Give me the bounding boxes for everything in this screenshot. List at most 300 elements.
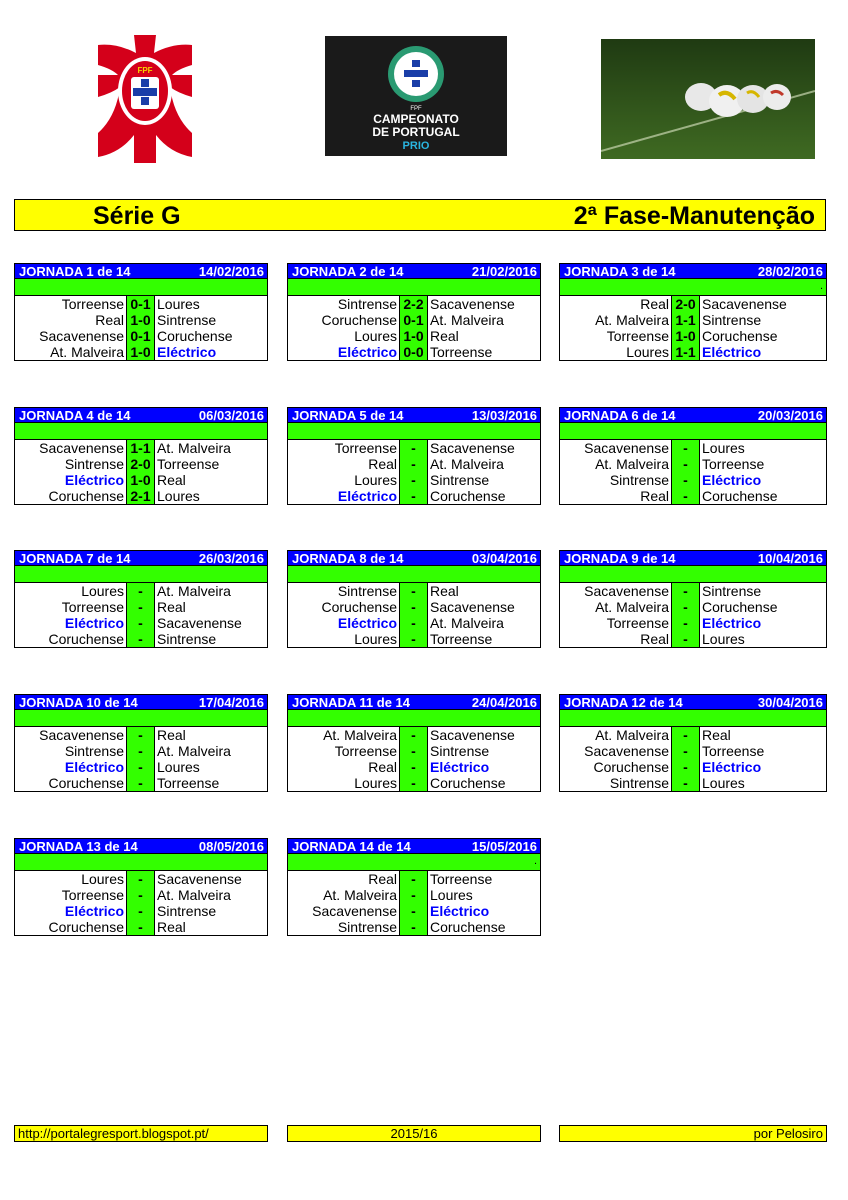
jornada-block: [14, 694, 268, 792]
jornada-green-bar: .: [559, 279, 827, 295]
game-row: [288, 328, 540, 344]
away-team: Coruchense: [430, 488, 506, 504]
home-team: Eléctrico: [288, 344, 400, 360]
jornada-header: [287, 550, 541, 566]
away-team: Eléctrico: [702, 615, 762, 631]
game-row: [288, 472, 540, 488]
away-team: At. Malveira: [430, 456, 504, 472]
home-team: Sacavenense: [15, 440, 127, 456]
home-team: Torreense: [15, 599, 127, 615]
away-team: Eléctrico: [157, 344, 217, 360]
away-team: Torreense: [702, 456, 765, 472]
away-team: Real: [157, 472, 186, 488]
away-team: Sacavenense: [157, 615, 242, 631]
game-row: [560, 472, 826, 488]
jornada-label: JORNADA 5 de 14: [292, 407, 404, 423]
jornada-label: JORNADA 11 de 14: [292, 694, 411, 710]
home-team: Eléctrico: [15, 759, 127, 775]
score: -: [400, 887, 428, 903]
jornada-date: 28/02/2016: [757, 263, 823, 279]
game-row: [15, 599, 267, 615]
score: 2-2: [400, 296, 428, 312]
game-row: [560, 488, 826, 504]
score: 1-0: [672, 328, 700, 344]
jornada-label: JORNADA 10 de 14: [19, 694, 138, 710]
cp-logo-fpf: FPF: [410, 106, 422, 112]
score: -: [400, 759, 428, 775]
games-table: [14, 295, 268, 361]
away-team: Sacavenense: [430, 727, 515, 743]
home-team: At. Malveira: [560, 312, 672, 328]
game-row: [560, 583, 826, 599]
home-team: Sacavenense: [560, 583, 672, 599]
away-team: Torreense: [430, 631, 493, 647]
jornada-label: JORNADA 12 de 14: [564, 694, 683, 710]
away-team: Sintrense: [157, 312, 217, 328]
fpf-crest-logo: [98, 35, 192, 163]
jornada-block: [559, 407, 827, 505]
jornada-label: JORNADA 1 de 14: [19, 263, 131, 279]
home-team: Sintrense: [15, 456, 127, 472]
away-team: At. Malveira: [430, 312, 504, 328]
game-row: [15, 775, 267, 791]
jornada-green-bar: [287, 566, 541, 582]
jornada-header: [14, 838, 268, 854]
score: -: [400, 472, 428, 488]
jornada-block: [559, 550, 827, 648]
score: -: [672, 727, 700, 743]
away-team: At. Malveira: [157, 583, 231, 599]
games-table: [287, 870, 541, 936]
home-team: Coruchense: [15, 775, 127, 791]
game-row: [288, 456, 540, 472]
game-row: [560, 775, 826, 791]
score: -: [400, 919, 428, 935]
home-team: Eléctrico: [288, 488, 400, 504]
campeonato-de-portugal-logo: [325, 36, 507, 156]
game-row: [15, 871, 267, 887]
game-row: [288, 615, 540, 631]
footer-season-text: 2015/16: [390, 1126, 438, 1141]
away-team: Loures: [157, 488, 200, 504]
game-row: [560, 615, 826, 631]
score: 0-0: [400, 344, 428, 360]
home-team: Real: [560, 296, 672, 312]
footballs-photo: [601, 39, 815, 159]
away-team: Real: [157, 599, 186, 615]
home-team: At. Malveira: [288, 727, 400, 743]
home-team: Sintrense: [288, 296, 400, 312]
away-team: Sintrense: [157, 631, 217, 647]
away-team: Coruchense: [702, 328, 778, 344]
score: -: [400, 615, 428, 631]
game-row: [288, 296, 540, 312]
score: -: [127, 631, 155, 647]
jornada-header: [559, 550, 827, 566]
jornada-green-bar: [14, 854, 268, 870]
home-team: Coruchense: [288, 599, 400, 615]
home-team: Sacavenense: [560, 440, 672, 456]
score: 0-1: [127, 328, 155, 344]
home-team: Loures: [288, 328, 400, 344]
score: -: [672, 759, 700, 775]
home-team: Sintrense: [15, 743, 127, 759]
home-team: Sacavenense: [15, 328, 127, 344]
home-team: Eléctrico: [15, 903, 127, 919]
game-row: [15, 328, 267, 344]
game-row: [15, 472, 267, 488]
away-team: Eléctrico: [430, 759, 490, 775]
jornada-header: [14, 694, 268, 710]
jornada-date: 24/04/2016: [471, 694, 537, 710]
jornada-date: 03/04/2016: [471, 550, 537, 566]
home-team: Loures: [15, 583, 127, 599]
jornada-green-bar: [559, 566, 827, 582]
footer-author: [559, 1125, 827, 1142]
home-team: At. Malveira: [15, 344, 127, 360]
away-team: Sacavenense: [430, 440, 515, 456]
score: 0-1: [400, 312, 428, 328]
home-team: Coruchense: [560, 759, 672, 775]
away-team: Sintrense: [430, 472, 490, 488]
score: -: [672, 456, 700, 472]
jornada-date: 06/03/2016: [198, 407, 264, 423]
jornada-block: [14, 838, 268, 936]
away-team: Loures: [157, 296, 200, 312]
jornada-block: [287, 694, 541, 792]
games-table: [14, 582, 268, 648]
jornada-date: 20/03/2016: [757, 407, 823, 423]
cp-logo-line-de-portugal: DE PORTUGAL: [372, 125, 460, 139]
score: -: [127, 919, 155, 935]
home-team: Loures: [288, 775, 400, 791]
series-title: Série G: [93, 202, 181, 230]
score: 1-1: [127, 440, 155, 456]
jornada-green-bar: .: [287, 854, 541, 870]
game-row: [288, 919, 540, 935]
jornada-label: JORNADA 3 de 14: [564, 263, 676, 279]
home-team: Loures: [560, 344, 672, 360]
away-team: Sacavenense: [702, 296, 787, 312]
score: 1-0: [127, 472, 155, 488]
away-team: At. Malveira: [157, 743, 231, 759]
game-row: [15, 631, 267, 647]
away-team: Torreense: [157, 456, 220, 472]
away-team: Loures: [702, 631, 745, 647]
jornada-date: 15/05/2016: [471, 838, 537, 854]
footer-season: [287, 1125, 541, 1142]
game-row: [15, 456, 267, 472]
score: -: [400, 903, 428, 919]
score: -: [672, 599, 700, 615]
away-team: Loures: [430, 887, 473, 903]
game-row: [288, 599, 540, 615]
away-team: Sintrense: [702, 312, 762, 328]
jornada-header: [14, 550, 268, 566]
score: -: [400, 583, 428, 599]
game-row: [288, 903, 540, 919]
away-team: Torreense: [702, 743, 765, 759]
home-team: Torreense: [288, 440, 400, 456]
games-table: [559, 295, 827, 361]
games-table: [559, 582, 827, 648]
home-team: Torreense: [560, 615, 672, 631]
score: 2-0: [127, 456, 155, 472]
games-table: [14, 726, 268, 792]
jornada-block: [287, 407, 541, 505]
home-team: Torreense: [15, 296, 127, 312]
score: 0-1: [127, 296, 155, 312]
game-row: [560, 727, 826, 743]
game-row: [15, 759, 267, 775]
away-team: At. Malveira: [430, 615, 504, 631]
score: 1-1: [672, 312, 700, 328]
score: -: [127, 727, 155, 743]
score: 1-1: [672, 344, 700, 360]
away-team: Loures: [702, 775, 745, 791]
score: -: [127, 743, 155, 759]
score: -: [127, 599, 155, 615]
away-team: Real: [157, 727, 186, 743]
games-table: [287, 726, 541, 792]
score: -: [400, 727, 428, 743]
away-team: Sacavenense: [430, 296, 515, 312]
score: -: [672, 775, 700, 791]
score: -: [127, 903, 155, 919]
jornada-label: JORNADA 7 de 14: [19, 550, 131, 566]
game-row: [560, 456, 826, 472]
game-row: [560, 759, 826, 775]
jornada-block: [559, 694, 827, 792]
home-team: Real: [560, 631, 672, 647]
jornada-block: [287, 838, 541, 936]
score: -: [672, 631, 700, 647]
game-row: [15, 344, 267, 360]
jornada-block: [287, 263, 541, 361]
score: -: [127, 887, 155, 903]
away-team: Loures: [702, 440, 745, 456]
away-team: Eléctrico: [702, 472, 762, 488]
game-row: [15, 743, 267, 759]
jornada-date: 26/03/2016: [198, 550, 264, 566]
home-team: Loures: [288, 631, 400, 647]
home-team: Eléctrico: [15, 472, 127, 488]
games-table: [559, 439, 827, 505]
footer-link-text[interactable]: http://portalegresport.blogspot.pt/: [18, 1126, 209, 1141]
away-team: Coruchense: [430, 775, 506, 791]
away-team: Sintrense: [430, 743, 490, 759]
game-row: [15, 296, 267, 312]
away-team: Coruchense: [430, 919, 506, 935]
game-row: [288, 312, 540, 328]
home-team: Sintrense: [288, 919, 400, 935]
game-row: [15, 488, 267, 504]
game-row: [560, 440, 826, 456]
footer-link[interactable]: [14, 1125, 268, 1142]
cp-logo-line-prio: PRIO: [402, 140, 430, 152]
jornada-block: [14, 550, 268, 648]
game-row: [288, 727, 540, 743]
away-team: Torreense: [157, 775, 220, 791]
home-team: Sacavenense: [288, 903, 400, 919]
jornada-header: [559, 407, 827, 423]
away-team: Real: [430, 328, 459, 344]
jornada-header: [559, 263, 827, 279]
home-team: At. Malveira: [560, 727, 672, 743]
score: -: [400, 456, 428, 472]
game-row: [15, 903, 267, 919]
score: 2-0: [672, 296, 700, 312]
away-team: Real: [430, 583, 459, 599]
score: -: [672, 488, 700, 504]
jornada-label: JORNADA 8 de 14: [292, 550, 404, 566]
home-team: Coruchense: [15, 919, 127, 935]
home-team: Real: [288, 456, 400, 472]
home-team: Eléctrico: [288, 615, 400, 631]
home-team: Coruchense: [15, 488, 127, 504]
home-team: Eléctrico: [15, 615, 127, 631]
score: 1-0: [127, 312, 155, 328]
jornada-date: 14/02/2016: [198, 263, 264, 279]
game-row: [15, 727, 267, 743]
home-team: Real: [288, 871, 400, 887]
jornada-block: [14, 263, 268, 361]
game-row: [288, 743, 540, 759]
jornada-header: [287, 838, 541, 854]
home-team: At. Malveira: [560, 599, 672, 615]
games-table: [287, 582, 541, 648]
home-team: Torreense: [288, 743, 400, 759]
jornada-green-bar: [14, 423, 268, 439]
games-table: [14, 870, 268, 936]
game-row: [560, 296, 826, 312]
jornada-header: [287, 694, 541, 710]
game-row: [288, 344, 540, 360]
jornada-green-bar: [559, 710, 827, 726]
game-row: [288, 871, 540, 887]
jornada-label: JORNADA 14 de 14: [292, 838, 411, 854]
away-team: Eléctrico: [430, 903, 490, 919]
away-team: Sintrense: [157, 903, 217, 919]
home-team: Sintrense: [560, 472, 672, 488]
score: -: [672, 440, 700, 456]
score: -: [400, 871, 428, 887]
game-row: [15, 583, 267, 599]
jornada-date: 10/04/2016: [757, 550, 823, 566]
home-team: Sacavenense: [15, 727, 127, 743]
score: -: [400, 440, 428, 456]
score: -: [127, 759, 155, 775]
jornada-date: 13/03/2016: [471, 407, 537, 423]
game-row: [15, 312, 267, 328]
jornada-date: 21/02/2016: [471, 263, 537, 279]
score: -: [127, 775, 155, 791]
home-team: Torreense: [560, 328, 672, 344]
score: -: [672, 472, 700, 488]
game-row: [560, 312, 826, 328]
away-team: Real: [702, 727, 731, 743]
score: -: [400, 599, 428, 615]
jornada-header: [14, 263, 268, 279]
score: -: [672, 743, 700, 759]
jornada-green-bar: [14, 279, 268, 295]
away-team: Eléctrico: [702, 344, 762, 360]
footer-author-text: por Pelosiro: [753, 1126, 823, 1141]
home-team: Loures: [15, 871, 127, 887]
jornada-green-bar: [287, 279, 541, 295]
jornada-header: [287, 263, 541, 279]
score: -: [400, 631, 428, 647]
jornada-green-bar: [14, 710, 268, 726]
away-team: Loures: [157, 759, 200, 775]
jornada-green-bar: [559, 423, 827, 439]
games-table: [559, 726, 827, 792]
away-team: At. Malveira: [157, 887, 231, 903]
home-team: Real: [288, 759, 400, 775]
game-row: [288, 440, 540, 456]
home-team: Sintrense: [560, 775, 672, 791]
game-row: [560, 631, 826, 647]
jornada-green-bar: [287, 423, 541, 439]
away-team: Torreense: [430, 871, 493, 887]
jornada-label: JORNADA 4 de 14: [19, 407, 131, 423]
away-team: Torreense: [430, 344, 493, 360]
game-row: [560, 743, 826, 759]
games-table: [287, 439, 541, 505]
game-row: [15, 440, 267, 456]
jornada-header: [287, 407, 541, 423]
score: 2-1: [127, 488, 155, 504]
away-team: Sacavenense: [157, 871, 242, 887]
jornada-header: [559, 694, 827, 710]
score: -: [127, 615, 155, 631]
away-team: Coruchense: [702, 599, 778, 615]
game-row: [15, 887, 267, 903]
away-team: Sintrense: [702, 583, 762, 599]
home-team: At. Malveira: [288, 887, 400, 903]
game-row: [288, 775, 540, 791]
score: -: [127, 583, 155, 599]
game-row: [560, 344, 826, 360]
jornada-block: [287, 550, 541, 648]
phase-title: 2ª Fase-Manutenção: [573, 202, 815, 230]
game-row: [15, 615, 267, 631]
away-team: Sacavenense: [430, 599, 515, 615]
score: -: [400, 488, 428, 504]
jornada-green-bar: [14, 566, 268, 582]
game-row: [15, 919, 267, 935]
score: -: [127, 871, 155, 887]
game-row: [288, 488, 540, 504]
game-row: [288, 887, 540, 903]
away-team: At. Malveira: [157, 440, 231, 456]
fpf-crest-letters: FPF: [137, 66, 153, 75]
jornada-date: 08/05/2016: [198, 838, 264, 854]
jornada-block: [559, 263, 827, 361]
jornada-label: JORNADA 9 de 14: [564, 550, 676, 566]
game-row: [288, 759, 540, 775]
game-row: [560, 599, 826, 615]
away-team: Real: [157, 919, 186, 935]
away-team: Eléctrico: [702, 759, 762, 775]
home-team: Sintrense: [288, 583, 400, 599]
cp-logo-line-campeonato: CAMPEONATO: [373, 112, 459, 126]
home-team: Sacavenense: [560, 743, 672, 759]
home-team: Torreense: [15, 887, 127, 903]
jornada-header: [14, 407, 268, 423]
score: -: [400, 743, 428, 759]
home-team: At. Malveira: [560, 456, 672, 472]
